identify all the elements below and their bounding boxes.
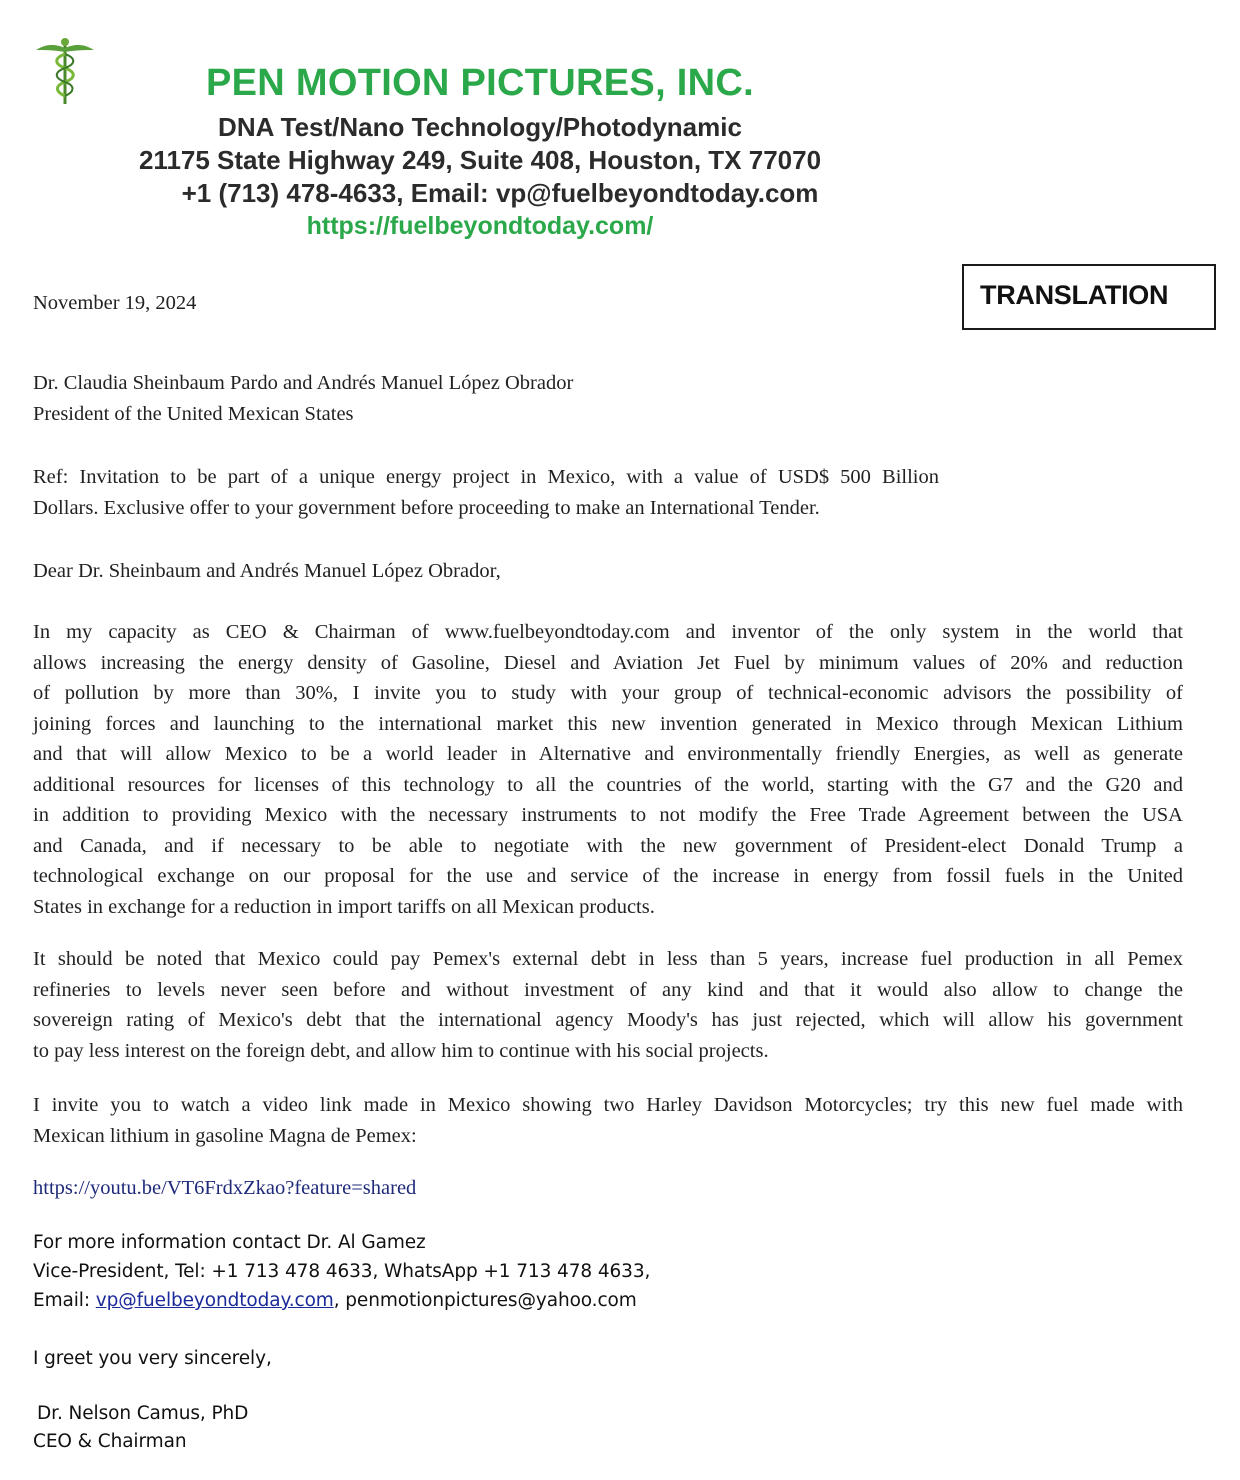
paragraph-line: joining forces and launching to the international market this new invention generated in Mexico through Mexican Lithium (33, 712, 1183, 735)
body-paragraph-1 (33, 617, 1183, 922)
letter-date: November 19, 2024 (33, 292, 197, 314)
addressee-block (33, 368, 573, 429)
paragraph-line: I invite you to watch a video link made in Mexico showing two Harley Davidson Motorcycles; try this new fuel made with (33, 1094, 1183, 1116)
translation-stamp: TRANSLATION (962, 264, 1216, 330)
email-separator: , (333, 1290, 346, 1311)
reference-line (33, 462, 939, 523)
body-paragraph-2 (33, 944, 1183, 1066)
contact-line: Vice-President, Tel: +1 713 478 4633, WhatsApp +1 713 478 4633, (33, 1261, 651, 1282)
paragraph-line: of pollution by more than 30%, I invite you to study with your group of technical-economic advisors the possibility of (33, 682, 1183, 704)
contact-line: For more information contact Dr. Al Gamez (33, 1232, 426, 1253)
company-website[interactable]: https://fuelbeyondtoday.com/ (306, 212, 654, 240)
ref-line: Ref: Invitation to be part of a unique energy project in Mexico, with a value of USD$ 500 Billion (33, 466, 939, 488)
signer-name: Dr. Nelson Camus, PhD (37, 1403, 249, 1424)
signature-block (33, 1400, 248, 1456)
contact-block (33, 1228, 650, 1315)
secondary-email: penmotionpictures@yahoo.com (345, 1290, 637, 1311)
paragraph-line: additional resources for licenses of this technology to all the countries of the world, starting with the G7 and the G20 and (33, 773, 1183, 796)
email-link[interactable]: vp@fuelbeyondtoday.com (95, 1290, 334, 1311)
paragraph-line: technological exchange on our proposal for the use and service of the increase in energy from fossil fuels in the United (33, 865, 1183, 887)
company-address: 21175 State Highway 249, Suite 408, Houston, TX 77070 (138, 145, 822, 175)
paragraph-line: in addition to providing Mexico with the necessary instruments to not modify the Free Trade Agreement between the USA (33, 804, 1183, 826)
paragraph-line: to pay less interest on the foreign debt, and allow him to continue with his social projects. (33, 1039, 769, 1062)
paragraph-line: allows increasing the energy density of Gasoline, Diesel and Aviation Jet Fuel by minimum values of 20% and reduction (33, 651, 1183, 674)
paragraph-line: In my capacity as CEO & Chairman of www.fuelbeyondtoday.com and inventor of the only system in the world that (33, 621, 1183, 643)
addressee-title: President of the United Mexican States (33, 402, 354, 425)
paragraph-line: and that will allow Mexico to be a world leader in Alternative and environmentally friendly Energies, as well as generate (33, 743, 1183, 765)
paragraph-line: States in exchange for a reduction in import tariffs on all Mexican products. (33, 895, 655, 918)
contact-email-line (33, 1286, 650, 1315)
paragraph-line: refineries to levels never seen before and without investment of any kind and that it would also allow to change the (33, 978, 1183, 1001)
company-tagline: DNA Test/Nano Technology/Photodynamic (218, 112, 742, 142)
body-paragraph-3 (33, 1090, 1183, 1151)
signer-title: CEO & Chairman (33, 1431, 187, 1452)
paragraph-line: and Canada, and if necessary to be able to negotiate with the new government of President-elect Donald Trump a (33, 834, 1183, 857)
company-name: PEN MOTION PICTURES, INC. (206, 62, 754, 104)
paragraph-line: sovereign rating of Mexico's debt that the international agency Moody's has just rejected, which will allow his government (33, 1009, 1183, 1031)
video-link[interactable]: https://youtu.be/VT6FrdxZkao?feature=shared (33, 1177, 417, 1199)
company-contact: +1 (713) 478-4633, Email: vp@fuelbeyondtoday.com (181, 178, 819, 208)
salutation: Dear Dr. Sheinbaum and Andrés Manuel López Obrador, (33, 560, 501, 582)
paragraph-line: It should be noted that Mexico could pay Pemex's external debt in less than 5 years, increase fuel production in all Pemex (33, 948, 1183, 970)
addressee-name: Dr. Claudia Sheinbaum Pardo and Andrés Manuel López Obrador (33, 372, 574, 394)
paragraph-line: Mexican lithium in gasoline Magna de Pemex: (33, 1124, 417, 1147)
ref-line: Dollars. Exclusive offer to your government before proceeding to make an International Tender. (33, 496, 820, 519)
email-label: Email: (33, 1290, 96, 1311)
closing-greeting: I greet you very sincerely, (33, 1348, 272, 1369)
